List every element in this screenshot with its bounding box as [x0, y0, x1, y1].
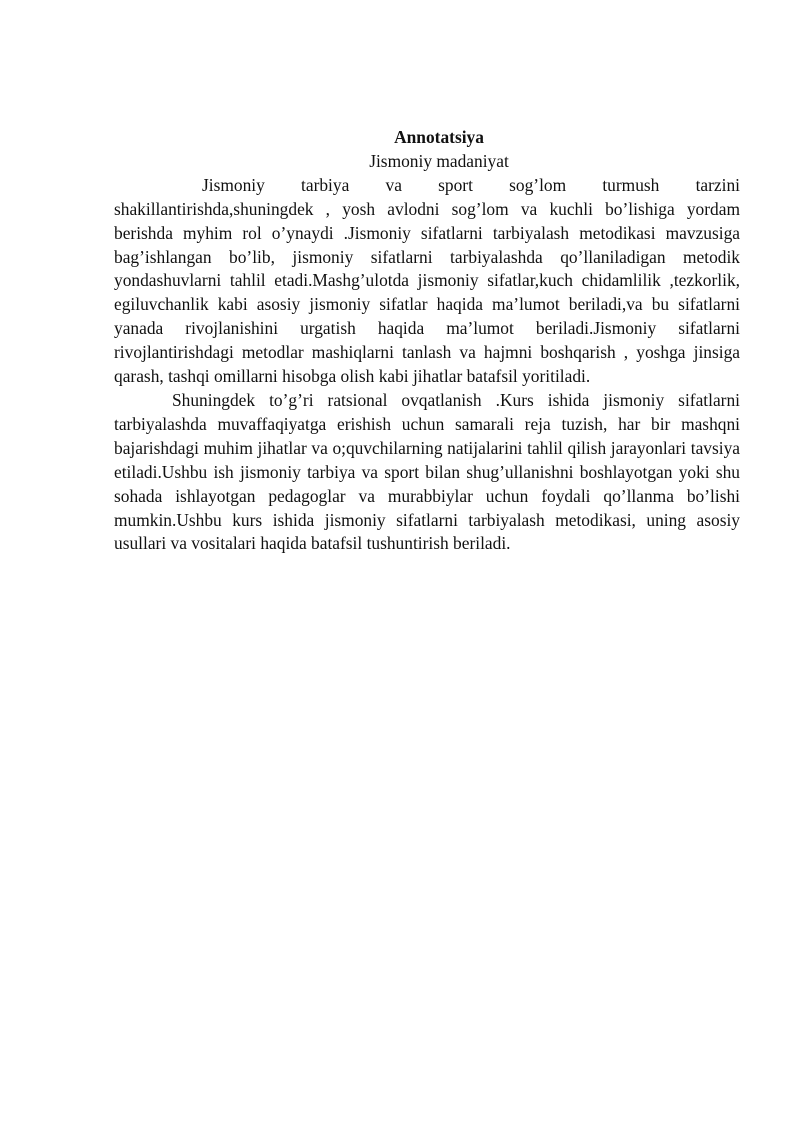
paragraph-1: Jismoniy tarbiya va sport sog’lom turmush tarzini shakillantirishda,shuningdek , yosh avlodni sog’lom va kuchli bo’lishiga yordam berishda myhim rol o’ynaydi .Jismoniy sifatlarni tarbiyalash metodikasi mavzusiga bag’ishlangan bo’lib, jismoniy sifatlarni tarbiyalashda qo’llaniladigan metodik yondashuvlarni tahlil etadi.Mashg’ulotda jismoniy sifatlar,kuch chidamlilik ,tezkorlik, egiluvchanlik kabi asosiy jismoniy sifatlar haqida ma’lumot beriladi,va bu sifatlarni yanada rivojlanishini urgatish haqida ma’lumot beriladi.Jismoniy sifatlarni rivojlantirishdagi metodlar mashiqlarni tanlash va hajmni boshqarish , yoshga jinsiga qarash, tashqi omillarni hisobga olish kabi jihatlar batafsil yoritiladi. [114, 174, 740, 387]
paragraph-2: Shuningdek to’g’ri ratsional ovqatlanish .Kurs ishida jismoniy sifatlarni tarbiyalashda muvaffaqiyatga erishish uchun samarali reja tuzish, har bir mashqni bajarishdagi muhim jihatlar va o;quvchilarning natijalarini tahlil qilish jarayonlari tavsiya etiladi.Ushbu ish jismoniy tarbiya va sport bilan shug’ullanishni boshlayotgan yoki shu sohada ishlayotgan pedagoglar va murabbiylar uchun foydali qo’llanma bo’lishi mumkin.Ushbu kurs ishida jismoniy sifatlarni tarbiyalash metodikasi, uning asosiy usullari va vositalari haqida batafsil tushuntirish beriladi. [114, 389, 740, 554]
document-subtitle: Jismoniy madaniyat [369, 150, 509, 171]
annotation-section [114, 126, 740, 556]
document-title: Annotatsiya [394, 127, 484, 147]
